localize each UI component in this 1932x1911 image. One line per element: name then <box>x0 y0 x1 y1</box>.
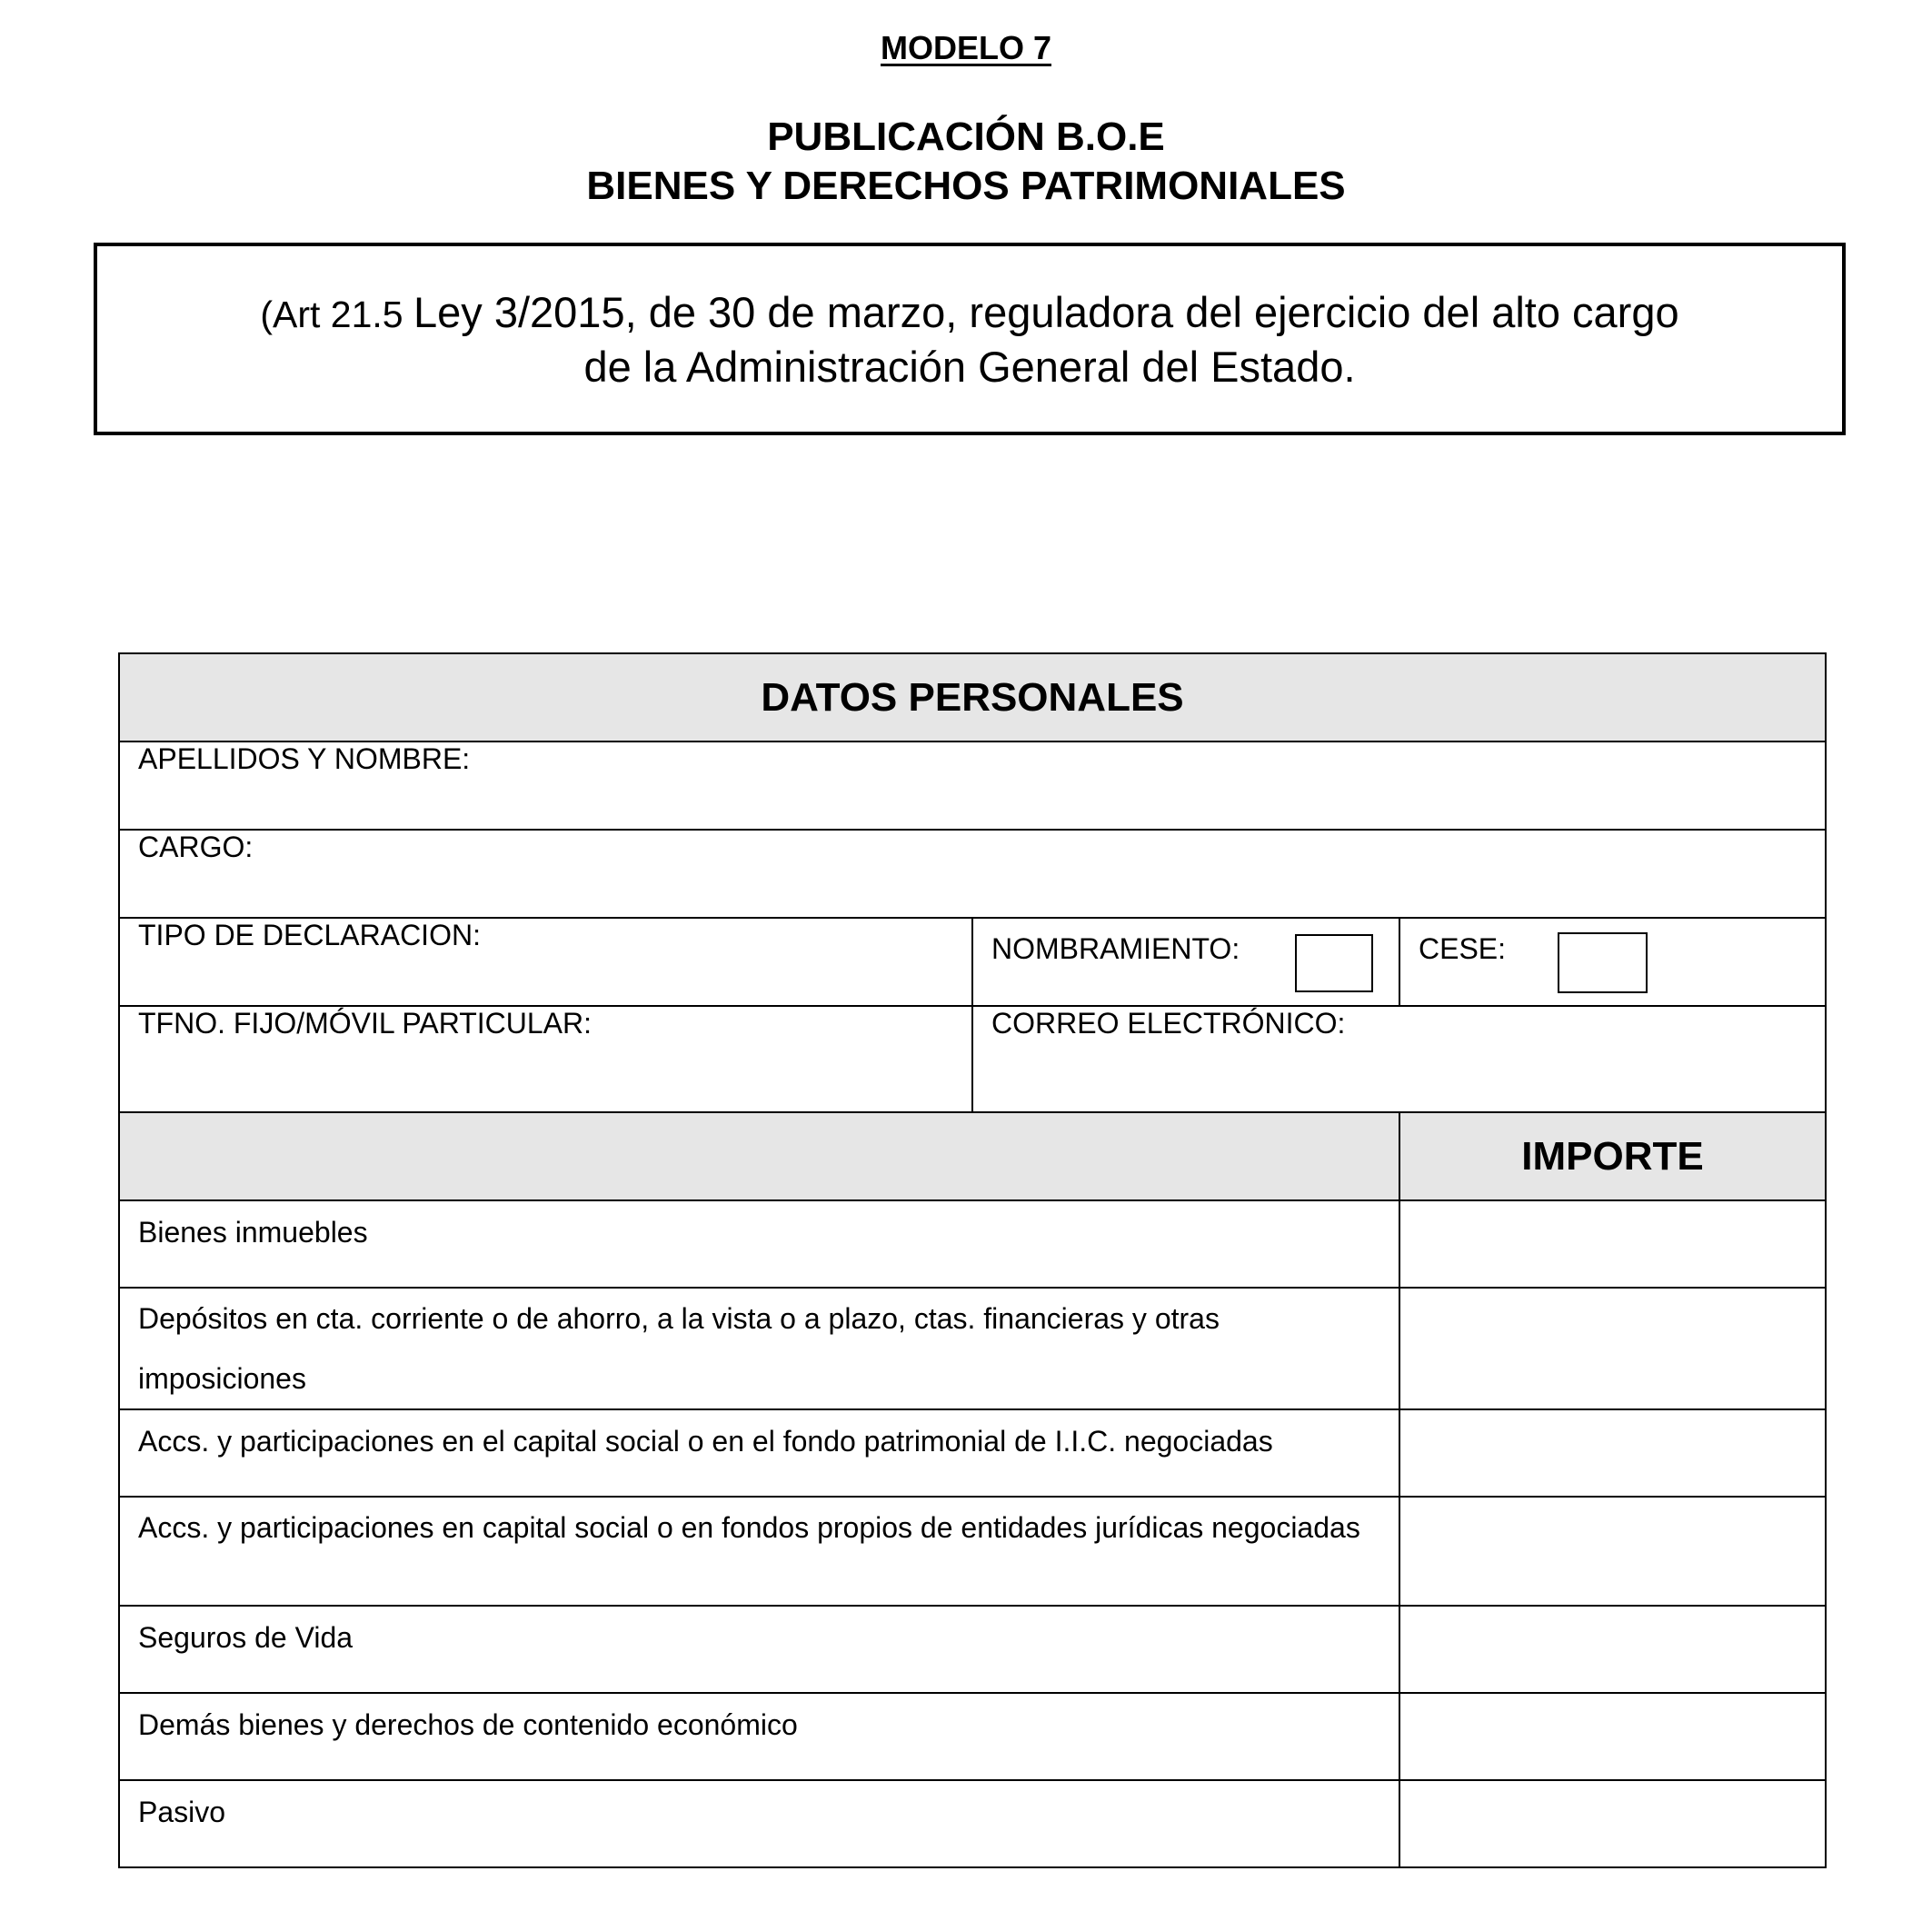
personal-data-title: DATOS PERSONALES <box>119 653 1826 742</box>
title-line-1: PUBLICACIÓN B.O.E <box>767 114 1165 159</box>
asset-label: Bienes inmuebles <box>119 1200 1399 1288</box>
name-label: APELLIDOS Y NOMBRE: <box>138 742 471 775</box>
asset-row <box>119 1200 1826 1288</box>
contact-row <box>119 1006 1826 1112</box>
cargo-row <box>119 830 1826 918</box>
asset-label: Accs. y participaciones en capital social o en fondos propios de entidades jurídicas negociadas <box>119 1497 1399 1606</box>
asset-importe-field[interactable] <box>1399 1200 1826 1288</box>
cargo-label: CARGO: <box>138 831 254 863</box>
declaration-type-cell <box>119 918 972 1006</box>
asset-row <box>119 1497 1826 1606</box>
asset-importe-field[interactable] <box>1399 1288 1826 1409</box>
email-label: CORREO ELECTRÓNICO: <box>991 1007 1346 1040</box>
asset-importe-field[interactable] <box>1399 1780 1826 1867</box>
cese-cell <box>1399 918 1826 1006</box>
form-model-number <box>0 29 1932 67</box>
legal-reference-line-1-text: Ley 3/2015, de 30 de marzo, reguladora del ejercicio del alto cargo <box>413 287 1679 336</box>
email-field[interactable] <box>972 1006 1826 1112</box>
cargo-field[interactable] <box>119 830 1826 918</box>
asset-importe-field[interactable] <box>1399 1606 1826 1693</box>
cese-label: CESE: <box>1419 932 1507 965</box>
asset-row <box>119 1693 1826 1780</box>
assets-header-row <box>119 1112 1826 1200</box>
asset-row <box>119 1780 1826 1867</box>
asset-label: Seguros de Vida <box>119 1606 1399 1693</box>
legal-reference-box <box>94 243 1846 435</box>
nombramiento-checkbox[interactable] <box>1295 934 1373 992</box>
nombramiento-cell <box>972 918 1399 1006</box>
phone-label: TFNO. FIJO/MÓVIL PARTICULAR: <box>138 1007 593 1040</box>
asset-row <box>119 1606 1826 1693</box>
document-title <box>0 113 1932 211</box>
personal-data-header-row <box>119 653 1826 742</box>
legal-reference-prefix: (Art 21.5 <box>260 293 413 335</box>
nombramiento-label: NOMBRAMIENTO: <box>991 932 1240 965</box>
cese-checkbox[interactable] <box>1558 932 1648 993</box>
asset-importe-field[interactable] <box>1399 1409 1826 1497</box>
asset-row <box>119 1409 1826 1497</box>
assets-header-blank <box>119 1112 1399 1200</box>
declaration-type-label: TIPO DE DECLARACION: <box>138 919 481 951</box>
name-row <box>119 742 1826 830</box>
phone-field[interactable] <box>119 1006 972 1112</box>
asset-label: Demás bienes y derechos de contenido económico <box>119 1693 1399 1780</box>
form-model-label: MODELO 7 <box>880 29 1051 66</box>
title-line-2: BIENES Y DERECHOS PATRIMONIALES <box>586 164 1346 208</box>
importe-header: IMPORTE <box>1399 1112 1826 1200</box>
asset-importe-field[interactable] <box>1399 1497 1826 1606</box>
declaration-type-row <box>119 918 1826 1006</box>
legal-reference-line-2: de la Administración General del Estado. <box>583 342 1356 391</box>
asset-label: Pasivo <box>119 1780 1399 1867</box>
name-field[interactable] <box>119 742 1826 830</box>
legal-reference-line-1 <box>260 286 1678 341</box>
declaration-form-table <box>118 652 1827 1868</box>
asset-row <box>119 1288 1826 1409</box>
asset-label: Accs. y participaciones en el capital social o en el fondo patrimonial de I.I.C. negociadas <box>119 1409 1399 1497</box>
asset-importe-field[interactable] <box>1399 1693 1826 1780</box>
asset-label: Depósitos en cta. corriente o de ahorro, a la vista o a plazo, ctas. financieras y otras imposiciones <box>119 1288 1399 1409</box>
